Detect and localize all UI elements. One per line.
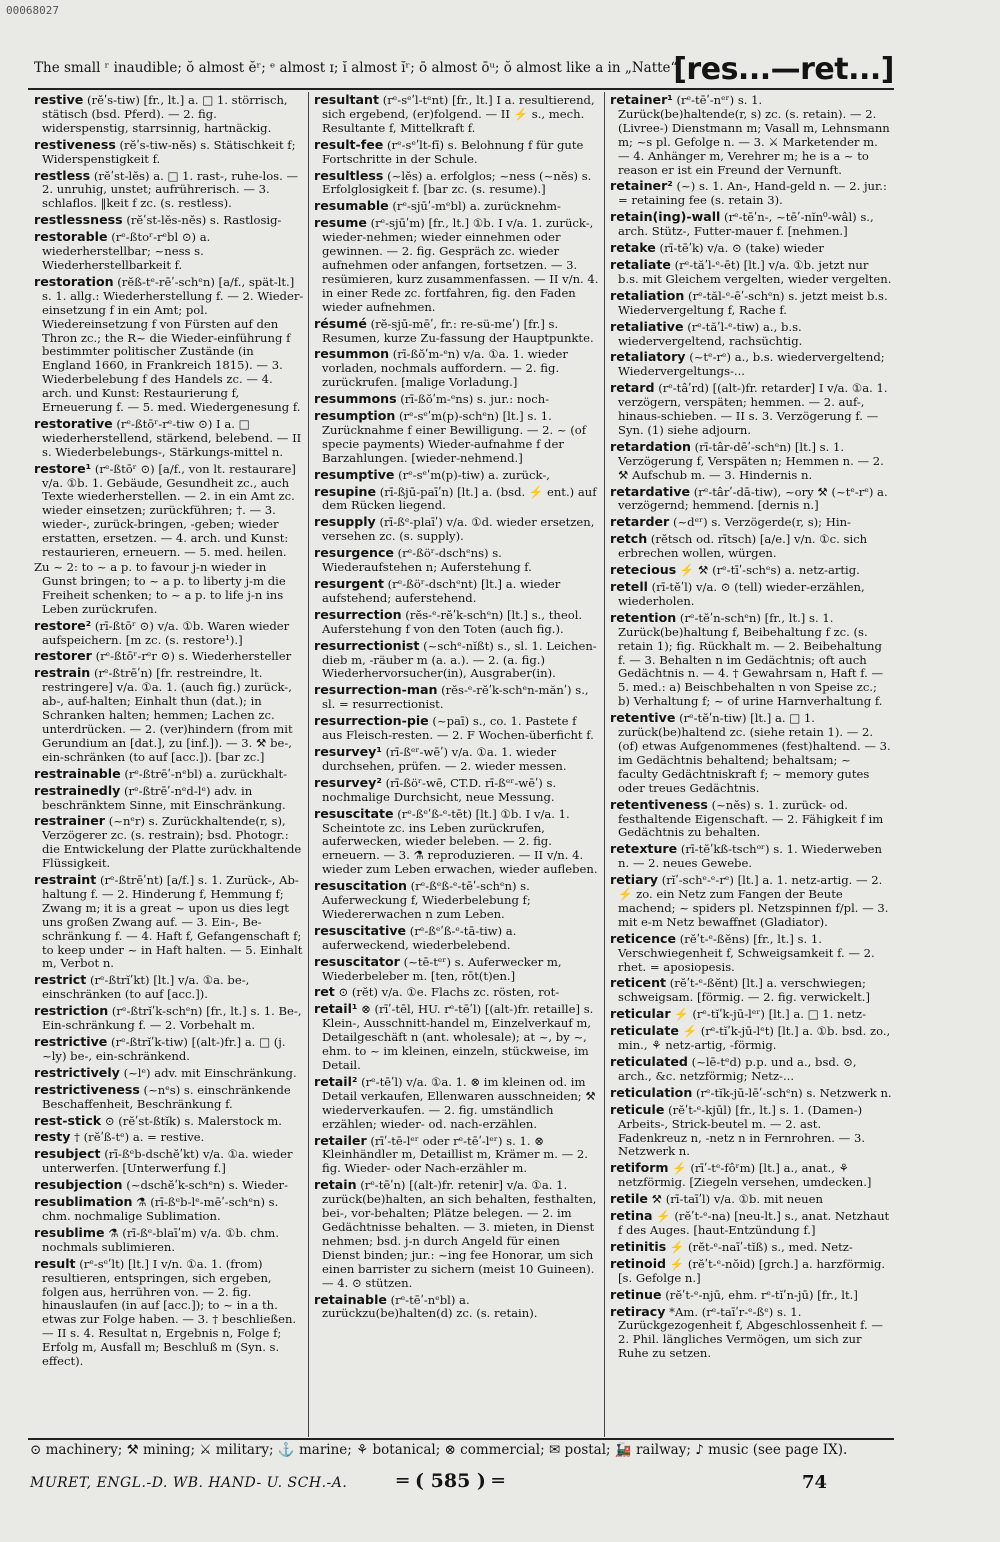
headword: retinoid: [610, 1255, 667, 1271]
headword: retail²: [314, 1073, 358, 1089]
entry-definition: *Am. (rᵉ-taīʹr-ᵉ-ßᵉ) s. 1. Zurückgezogenheit f, Abgeschlossenheit f. — 2. Phil. längliches Vermögen, um sich zur Ruhe zu setzen.: [618, 1304, 883, 1361]
headword: restrainable: [34, 765, 121, 781]
headword: restriction: [34, 1003, 109, 1019]
dictionary-entry: [314, 775, 600, 805]
headword: ret: [314, 984, 335, 1000]
dictionary-entry: [34, 665, 304, 764]
entry-definition: (~tᵉ-rᵉ) a., b.s. wiedervergeltend; Wiedervergeltungs-...: [618, 350, 885, 379]
entry-definition: (~schᵉ-nĭßt) s., sl. 1. Leichen-dieb m, -räuber m (a. a.). — 2. (a. fig.) Wiederhervorsucher(in), Ausgraber(in).: [322, 638, 597, 681]
dictionary-entry: [314, 984, 600, 1000]
dictionary-entry: [34, 1034, 304, 1064]
dictionary-entry: [314, 467, 600, 483]
dictionary-entry: [34, 1065, 304, 1081]
page-range-header: [res...—ret...]: [673, 52, 894, 87]
entry-definition: (rᵉ-tăl-ᵉ-ēʹ-schᵉn) s. jetzt meist b.s. Wiedervergeltung f, Rache f.: [618, 288, 888, 317]
dictionary-entry: [610, 1191, 892, 1207]
headword: retardative: [610, 483, 691, 499]
entry-definition: (rᵉ-ßtrēʹ-nᵉbl) a. zurückhalt-: [124, 766, 288, 781]
dictionary-entry: [34, 1146, 304, 1176]
headword: resuscitator: [314, 953, 400, 969]
dictionary-entry: [610, 931, 892, 975]
entry-definition: (rᵉ-tēʹn-, ~tēʹ-nĭn⁰-wâl) s., arch. Stütz-, Futter-mauer f. [nehmen.]: [618, 210, 874, 239]
dictionary-entry: [34, 92, 304, 136]
dictionary-entry: [610, 349, 892, 379]
entry-definition: (~nĕs) s. 1. zurück- od. festhaltende Eigenschaft. — 2. Fähigkeit f im Gedächtnis zu behalten.: [618, 797, 884, 840]
entry-definition: (rī-ßᵉb-dschĕʹkt) v/a. ①a. wieder unterwerfen. [Unterwerfung f.]: [42, 1147, 293, 1176]
entry-definition: Zu ~ 2: to ~ a p. to favour j-n wieder in Gunst bringen; to ~ a p. to liberty j-m die Freiheit schenken; to ~ a p. to life j-n ins Leben zurückrufen.: [34, 560, 286, 616]
entry-definition: (rī-târ-dēʹ-schᵉn) [lt.] s. 1. Verzögerung f, Verspäten n; Hemmen n. — 2. ⚒ Aufschub m. — 3. Hindernis n.: [618, 439, 884, 482]
dictionary-entry: [34, 1082, 304, 1112]
symbol-legend: ⊙ machinery; ⚒ mining; ⚔ military; ⚓ marine; ⚘ botanical; ⊗ commercial; ✉ postal; 🚂 railway; ♪ music (see page IX).: [30, 1442, 848, 1458]
headword: retch: [610, 531, 648, 547]
entry-definition: (rᵉ-tēʹ-nᵉbl) a. zurückzu(be)halten(d) zc. (s. retain).: [322, 1292, 538, 1321]
headword: resurrection-man: [314, 682, 438, 698]
headword: retiracy: [610, 1303, 666, 1319]
dictionary-entry: [610, 288, 892, 318]
headword: resummon: [314, 346, 390, 362]
headword: resuscitation: [314, 878, 407, 894]
entry-definition: (rᵉ-ßtōʳ ⊙) [a/f., von lt. restaurare] v/a. ①b. 1. Gebäude, Gesundheit zc., auch Texte wiederherstellen. — 2. in ein Amt zc. wieder einsetzen; zurückführen; †. — 3. wieder-, zurück-bringen, -geben; wieder erstatten, ersetzen. — 4. arch. und Kunst: restaurieren, erneuern. — 5. med. heilen.: [42, 461, 296, 560]
signature-number: 74: [802, 1472, 828, 1493]
dictionary-entry: [314, 1074, 600, 1132]
dictionary-entry: [314, 514, 600, 544]
entry-definition: (rᵉ-ßtoʳ-rᵉbl ⊙) a. wiederherstellbar; ~ness s. Wiederherstellbarkeit f.: [42, 230, 211, 272]
headword: restiveness: [34, 136, 116, 152]
headword: resupine: [314, 483, 377, 499]
dictionary-entry: [610, 579, 892, 609]
entry-definition: (rᵉ-ßtōʳ-rᵉr ⊙) s. Wiederhersteller: [95, 649, 292, 664]
entry-definition: (rĕß-tᵉ-rēʹ-schᵉn) [a/f., spät-lt.] s. 1. allg.: Wiederherstellung f. — 2. Wieder-einsetzung f in ein Amt; pol. Wiedereinsetzung f von Fürsten auf den Thron zc.; the R~ die Wieder-einführung f bestimmter politischer Zustände (in England 1660, in Frankreich 1815). — 3. Wiederbelebung f des Handels zc. — 4. arch. und Kunst: Restaurierung f, Erneuerung f. — 5. med. Wiedergenesung f.: [42, 274, 304, 415]
headword: resumptive: [314, 466, 395, 482]
headword: restore¹: [34, 460, 92, 476]
dictionary-entry: [610, 1208, 892, 1238]
dictionary-entry: [314, 137, 600, 167]
entry-definition: (rī-ßᵉ-plaīʹ) v/a. ①d. wieder ersetzen, versehen zc. (s. supply).: [322, 515, 595, 544]
entry-definition: (rī-ßöʳ-wē, CT.D. rī-ßᵉʳ-wēʹ) s. nochmalige Durchsicht, neue Messung.: [322, 775, 557, 804]
headword: resurrectionist: [314, 637, 420, 653]
header-rule: [28, 88, 894, 90]
headword: reticulate: [610, 1023, 679, 1039]
entry-definition: (rᵉ-sᵉʹl-tᵉnt) [fr., lt.] I a. resultierend, sich ergebend, (er)folgend. — II ⚡ s., mech. Resultante f, Mittelkraft f.: [322, 93, 595, 135]
entry-definition: (rĭʹ-schᵉ-ᵉ-rᵉ) [lt.] a. 1. netz-artig. — 2. ⚡ zo. ein Netz zum Fangen der Beute machend; ~ spiders pl. Netzspinnen f/pl. — 3. mit e-m Netz bewaffnet (Gladiator).: [618, 873, 889, 929]
entry-definition: ⚡ (rĕt-ᵉ-naīʹ-tĭß) s., med. Netz-: [669, 1239, 853, 1254]
dictionary-entry: [610, 1256, 892, 1286]
entry-definition: (rĕʹt-ᵉ-njū, ehm. rᵉ-tĭʹn-jū) [fr., lt.]: [665, 1287, 858, 1302]
dictionary-entry: [314, 713, 600, 743]
headword: resupply: [314, 514, 376, 530]
dictionary-entry: [314, 954, 600, 984]
headword: resty: [34, 1129, 71, 1145]
entry-definition: (~tē-tᵉʳ) s. Auferwecker m, Wiederbeleber m. [ten, rōt(t)en.]: [322, 954, 562, 983]
entry-definition: (rᵉ-tăʹl-ᵉ-ēt) [lt.] v/a. ①b. jetzt nur b.s. mit Gleichem vergelten, wieder vergelten.: [618, 257, 892, 286]
headword: restless: [34, 167, 91, 183]
entry-definition: (rī-ßᵉʳ-wēʹ) v/a. ①a. 1. wieder durchsehen, prüfen. — 2. wieder messen.: [322, 744, 567, 773]
dictionary-entry: [314, 92, 600, 136]
dictionary-entry: [314, 923, 600, 953]
entry-definition: (~) s. 1. An-, Hand-geld n. — 2. jur.: = retaining fee (s. retain 3).: [618, 179, 887, 208]
headword: retiform: [610, 1160, 669, 1176]
dictionary-entry: [610, 797, 892, 841]
headword: resuscitate: [314, 805, 394, 821]
headword: reticence: [610, 930, 677, 946]
headword: retention: [610, 609, 677, 625]
headword: reticule: [610, 1101, 665, 1117]
headword: resumption: [314, 408, 396, 424]
headword: retaliative: [610, 318, 684, 334]
entry-definition: (rĕʹt-ᵉ-ßĕnt) [lt.] a. verschwiegen; schweigsam. [förmig. — 2. fig. verwickelt.]: [618, 976, 870, 1005]
headword: retina: [610, 1208, 653, 1224]
entry-definition: ⚒ (rī-taīʹl) v/a. ①b. mit neuen: [651, 1192, 823, 1207]
headword: resubject: [34, 1146, 101, 1162]
entry-definition: (rᵉ-ßtrēʹnt) [a/f.] s. 1. Zurück-, Ab-haltung f. — 2. Hinderung f, Hemmung f; Zwang m; it is a great ~ upon us dies legt uns großen Zwang auf. — 3. Ein-, Be-schränkung f. — 4. Haft f, Gefangenschaft f; to keep under ~ in Haft halten. — 5. Einhalt m, Verbot n.: [42, 873, 303, 971]
entry-definition: (rᵉ-târʹ-dā-tiw), ~ory ⚒ (~tᵉ-rᵉ) a. verzögernd; hemmend. [dernis n.]: [618, 484, 888, 513]
headword: retainer²: [610, 178, 673, 194]
headword: resummons: [314, 391, 397, 407]
dictionary-entry: [34, 1003, 304, 1033]
dictionary-entry: [610, 1239, 892, 1255]
entry-definition: (~lᵉ) adv. mit Einschränkung.: [123, 1065, 297, 1080]
dictionary-entry: [314, 391, 600, 407]
entry-definition: (rī-tĕʹl) v/a. ⊙ (tell) wieder-erzählen, wiederholen.: [618, 580, 865, 608]
headword: retainable: [314, 1291, 387, 1307]
entry-definition: (rĕʹs-tiw) [fr., lt.] a. □ 1. störrisch, stätisch (bsd. Pferd). — 2. fig. widerspenstig, starrsinnig, hartnäckig.: [42, 93, 288, 135]
entry-definition: (rᵉ-ßtōʳ-rᵉ-tiw ⊙) I a. □ wiederherstellend, stärkend, belebend. — II s. Wiederbelebungs-, Stärkungs-mittel n.: [42, 416, 302, 459]
entry-definition: ⊙ (rĕt) v/a. ①e. Flachs zc. rösten, rot-: [338, 985, 560, 1000]
entry-definition: (rᵉ-tĭk-jū-lēʹ-schᵉn) s. Netzwerk n.: [695, 1085, 892, 1100]
headword: resultless: [314, 167, 384, 183]
entry-definition: (rᵉ-sᵉʹm(p)-schᵉn) [lt.] s. 1. Zurücknahme f einer Bewilligung. — 2. ~ (of specie payments) Wieder-aufnahme f der Barzahlungen. [wieder-nehmend.]: [322, 409, 587, 465]
headword: restoration: [34, 273, 114, 289]
dictionary-entry: [34, 461, 304, 560]
dictionary-entry: [610, 257, 892, 287]
dictionary-entry: [610, 610, 892, 709]
entry-definition: (rᵉ-ßtrĭʹk-tiw) [(alt-)fr.] a. □ (j. ~ly) be-, ein-schränkend.: [42, 1035, 286, 1063]
dictionary-entry: [610, 710, 892, 795]
headword: retardation: [610, 438, 691, 454]
headword: retexture: [610, 841, 678, 857]
entry-definition: (rī-ßtōʳ ⊙) v/a. ①b. Waren wieder aufspeichern. [m zc. (s. restore¹).]: [42, 618, 290, 647]
entry-definition: (rᵉ-ßᵉʹß-ᵉ-tēt) [lt.] ①b. I v/a. 1. Scheintote zc. ins Leben zurückrufen, auferwecken, wieder beleben. — 2. fig. erneuern. — 3. ⚗ reproduzieren. — II v/n. 4. wieder zum Leben erwachen, wieder aufleben.: [322, 806, 598, 877]
dictionary-entry: [610, 1102, 892, 1160]
dictionary-entry: [610, 562, 892, 578]
dictionary-entry: [34, 1177, 304, 1193]
headword: retail¹: [314, 1001, 358, 1017]
dictionary-entry: [610, 380, 892, 438]
headword: resurgent: [314, 576, 384, 591]
headword: retile: [610, 1191, 648, 1207]
dictionary-entry: [610, 319, 892, 349]
dictionary-entry: [34, 1225, 304, 1255]
dictionary-entry: [34, 648, 304, 664]
dictionary-entry: [34, 561, 304, 617]
dictionary-entry: [34, 618, 304, 648]
headword: resublime: [34, 1224, 105, 1240]
entry-definition: (~dschĕʹk-schᵉn) s. Wieder-: [126, 1178, 289, 1193]
dictionary-entry: [610, 92, 892, 177]
dictionary-entry: [34, 1194, 304, 1224]
dictionary-entry: [314, 316, 600, 346]
entry-definition: (rᵉ-ßöʳ-dschᵉns) s. Wiederaufstehen n; Auferstehung f.: [322, 546, 532, 575]
headword: resurvey²: [314, 774, 382, 790]
headword: retain(ing)-wall: [610, 209, 721, 225]
entry-definition: (~dᵉʳ) s. Verzögerde(r, s); Hin-: [672, 515, 851, 530]
publication-title: MURET, ENGL.-D. WB. HAND- U. SCH.-A.: [30, 1475, 348, 1491]
headword: restrainer: [34, 813, 106, 829]
headword: result-fee: [314, 136, 384, 152]
headword: retiary: [610, 872, 659, 888]
dictionary-entry: [34, 766, 304, 782]
column-2: [314, 92, 600, 1437]
headword: resultant: [314, 92, 380, 107]
entry-definition: (rᵉ-tĕʹn-schᵉn) [fr., lt.] s. 1. Zurück(be)haltung f, Beibehaltung f zc. (s. retain 1); fig. Rückhalt m. — 2. Beibehaltung f. — 3. Behalten n im Gedächtnis; oft auch Gedächtnis n. — 4. † Gewahrsam n, Haft f. — 5. med.: a) Beischbehalten n von Speise zc.; b) Verhaltung f; ~ of urine Harnverhaltung f.: [618, 610, 884, 709]
headword: resumable: [314, 198, 389, 214]
headword: restorable: [34, 229, 108, 245]
entry-definition: (rī-ßŏʹm-ᵉn) v/a. ①a. 1. wieder vorladen, nochmals auffordern. — 2. fig. zurückrufen. [malige Vorladung.]: [322, 347, 568, 390]
headword: retinue: [610, 1286, 662, 1302]
entry-definition: (~lē-tᵉd) p.p. und a., bsd. ⊙, arch., &c. netzförmig; Netz-...: [618, 1055, 857, 1083]
entry-definition: ⚡ (rᵉ-tĭʹk-jū-lᵉt) [lt.] a. ①b. bsd. zo., min., ⚘ netz-artig, -förmig.: [618, 1024, 891, 1053]
dictionary-entry: [34, 137, 304, 167]
entry-definition: ⚡ ⚒ (rᵉ-tīʹ-schᵉs) a. netz-artig.: [679, 563, 860, 578]
headword: retell: [610, 579, 648, 594]
dictionary-entry: [610, 1085, 892, 1101]
headword: restive: [34, 92, 84, 107]
headword: restlessness: [34, 212, 123, 228]
headword: resurrection: [314, 606, 402, 622]
entry-definition: (rᵉ-sᵉʹlt) [lt.] I v/n. ①a. 1. (from) resultieren, entspringen, sich ergeben, folgen aus, herrühren von. — 2. fig. hinauslaufen (in auf [acc.]); to ~ in a th. etwas zur Folge haben. — 3. † beschließen. — II s. 4. Resultat n, Ergebnis n, Folge f; Erfolg m, Ausfall m; Beschluß m (Syn. s. effect).: [42, 1256, 297, 1369]
dictionary-entry: [314, 806, 600, 878]
headword: restrictive: [34, 1034, 108, 1049]
column-divider: [308, 92, 309, 1437]
column-1: [34, 92, 304, 1437]
entry-definition: (~nᵉs) s. einschränkende Beschaffenheit, Beschränkung f.: [42, 1082, 291, 1111]
dictionary-entry: [314, 346, 600, 390]
entry-definition: (rᵉ-ßᵉß-ᵉ-tēʹ-schᵉn) s. Auferweckung f, Wiederbelebung f; Wiedererwachen n zum Leben.: [322, 879, 531, 921]
dictionary-entry: [314, 545, 600, 575]
dictionary-entry: [314, 1133, 600, 1177]
dictionary-entry: [610, 872, 892, 930]
entry-definition: (rᵉ-sᵉʹlt-fī) s. Belohnung f für gute Fortschritte in der Schule.: [322, 137, 584, 166]
headword: résumé: [314, 315, 367, 331]
dictionary-entry: [610, 1023, 892, 1053]
dictionary-entry: [610, 439, 892, 483]
headword: restorer: [34, 648, 92, 664]
headword: reticular: [610, 1006, 671, 1022]
dictionary-entry: [610, 975, 892, 1005]
entry-definition: ⚡ (rᵉ-tĭʹk-jū-lᵉʳ) [lt.] a. □ 1. netz-: [674, 1007, 867, 1022]
entry-definition: ⚡ (rĕʹt-ᵉ-nŏid) [grch.] a. harzförmig. [s. Gefolge n.]: [618, 1256, 886, 1285]
dictionary-entry: [610, 1160, 892, 1190]
entry-definition: ⚗ (rī-ßᵉ-blaīʹm) v/a. ①b. chm. nochmals sublimieren.: [42, 1225, 279, 1254]
entry-definition: ⊙ (rĕʹst-ßtĭk) s. Malerstock m.: [104, 1113, 282, 1128]
dictionary-entry: [610, 531, 892, 561]
dictionary-entry: [314, 1292, 600, 1322]
entry-definition: (rᵉ-tâʹrd) [(alt-)fr. retarder] I v/a. ①a. 1. verzögern, verspäten; hemmen. — 2. auf-, hinaus-schieben. — II s. 3. Verzögerung f. — Syn. (1) siehe adjourn.: [618, 381, 888, 437]
entry-definition: (rĕs-ᵉ-rĕʹk-schᵉn) [lt.] s., theol. Auferstehung f von den Toten (auch fig.).: [322, 607, 583, 636]
column-divider: [604, 92, 605, 1437]
headword: retentive: [610, 710, 676, 726]
entry-definition: (rᵉ-tēʹn) [(alt-)fr. retenir] v/a. ①a. 1. zurück(be)halten, an sich behalten, festhalten, bei-, vor-behalten; Plätze belegen. — 2. im Gedächtnisse behalten. — 3. mieten, in Dienst nehmen; bsd. j-n durch Angeld für einen Dienst binden; jur.: ~ing fee Honorar, um sich einen barrister zu sichern (meist 10 Guineen). — 4. ⊙ stützen.: [322, 1178, 597, 1290]
headword: restrict: [34, 972, 87, 988]
dictionary-entry: [314, 484, 600, 514]
entry-definition: ⚡ (rĕʹt-ᵉ-na) [neu-lt.] s., anat. Netzhaut f des Auges. [haut-Entzündung f.]: [618, 1209, 890, 1237]
entry-definition: (rᵉ-tĕʹn-tiw) [lt.] a. □ 1. zurück(be)haltend zc. (siehe retain 1). — 2. (of) etwas Aufgenommenes (fest)haltend. — 3. im Gedächtnis behaltend; behaltsam; ~ faculty Gedächtniskraft f; ~ memory gutes oder treues Gedächtnis.: [618, 711, 891, 795]
headword: resuscitative: [314, 922, 407, 938]
entry-definition: ⚗ (rī-ßᵉb-lᵉ-mēʹ-schᵉn) s. chm. nochmalige Sublimation.: [42, 1195, 279, 1223]
dictionary-entry: [314, 607, 600, 637]
dictionary-entry: [610, 240, 892, 256]
entry-definition: (rᵉ-sjūʹ-mᵉbl) a. zurücknehm-: [392, 199, 561, 214]
entry-definition: (rĕs-ᵉ-rĕʹk-schᵉn-mănʹ) s., sl. = resurrectionist.: [322, 683, 589, 712]
headword: resublimation: [34, 1194, 133, 1210]
dictionary-entry: [34, 972, 304, 1002]
headword: retentiveness: [610, 796, 708, 812]
entry-definition: (rĕʹst-lĕs) a. □ 1. rast-, ruhe-los. — 2. unruhig, unstet; aufrührerisch. — 3. schlaflos. ‖keit f zc. (s. restless).: [42, 168, 299, 211]
entry-definition: (rĕ-sjū-mēʹ, fr.: re-sü-meʹ) [fr.] s. Resumen, kurze Zu-fassung der Hauptpunkte.: [322, 316, 594, 345]
headword: retake: [610, 240, 656, 256]
headword: restrictiveness: [34, 1081, 140, 1097]
scan-id: 00068027: [6, 4, 59, 17]
headword: resume: [314, 215, 367, 231]
dictionary-entry: [610, 514, 892, 530]
headword: retard: [610, 380, 655, 396]
dictionary-entry: [34, 1129, 304, 1145]
headword: restrictively: [34, 1064, 120, 1080]
headword: retecious: [610, 562, 677, 578]
dictionary-entry: [34, 212, 304, 228]
dictionary-entry: [314, 168, 600, 198]
dictionary-entry: [314, 408, 600, 466]
entry-definition: ⊗ (rīʹ-tēl, HU. rᵉ-tēʹl) [(alt-)fr. retaille] s. Klein-, Ausschnitt-handel m, Einzelverkauf m, Detailgeschäft n (ant. wholesale); at ~, by ~, ehm. to ~ im kleinen, einzeln, stückweise, im Detail.: [322, 1002, 594, 1072]
dictionary-entry: [314, 198, 600, 214]
entry-definition: (rīʹ-tē-lᵉʳ oder rᵉ-tēʹ-lᵉʳ) s. 1. ⊗ Kleinhändler m, Detaillist m, Krämer m. — 2. fig. Wieder- oder Nach-erzähler m.: [322, 1133, 588, 1176]
footer-rule: [28, 1438, 894, 1440]
dictionary-entry: [610, 484, 892, 514]
dictionary-entry: [314, 1001, 600, 1073]
entry-definition: (rᵉ-ßtrĭʹkt) [lt.] v/a. ①a. be-, einschränken (to auf [acc.]).: [42, 973, 250, 1002]
entry-definition: (~lĕs) a. erfolglos; ~ness (~nĕs) s. Erfolglosigkeit f. [bar zc. (s. resume).]: [322, 168, 592, 197]
entry-definition: (rĕʹs-tiw-nĕs) s. Stätischkeit f; Widerspenstigkeit f.: [42, 137, 296, 166]
headword: retain: [314, 1177, 357, 1193]
dictionary-entry: [34, 416, 304, 460]
entry-definition: (rᵉ-tēʹl) v/a. ①a. 1. ⊗ im kleinen od. im Detail verkaufen, Ellenwaren ausschneiden; ⚒ wiederverkaufen. — 2. fig. umständlich erzählen; wieder- od. nach-erzählen.: [322, 1074, 596, 1131]
dictionary-entry: [314, 215, 600, 314]
entry-definition: (rᵉ-ßtrĭʹk-schᵉn) [fr., lt.] s. 1. Be-, Ein-schränkung f. — 2. Vorbehalt m.: [42, 1004, 302, 1033]
headword: retailer: [314, 1132, 367, 1148]
dictionary-entry: [610, 1287, 892, 1303]
column-3: [610, 92, 892, 1437]
dictionary-entry: [314, 682, 600, 712]
dictionary-entry: [314, 1177, 600, 1290]
headword: restorative: [34, 415, 113, 431]
entry-definition: (rī-ßŏʹm-ᵉns) s. jur.: noch-: [400, 392, 550, 407]
headword: retainer¹: [610, 92, 673, 107]
dictionary-entry: [610, 1006, 892, 1022]
headword: rest-stick: [34, 1112, 102, 1128]
entry-definition: (rᵉ-ßtrēʹn) [fr. restreindre, lt. restringere] v/a. ①a. 1. (auch fig.) zurück-, ab-, auf-halten; Einhalt thun (dat.); in Schranken halten; hemmen; Lachen zc. unterdrücken. — 2. (ver)hindern (from mit Gerundium an [dat.], zu [inf.]). — 3. ⚒ be-, ein-schränken (to auf [acc.]). [bar zc.]: [42, 666, 293, 764]
entry-definition: (rī-tēʹk) v/a. ⊙ (take) wieder: [659, 241, 824, 256]
dictionary-entry: [34, 783, 304, 813]
dictionary-entry: [314, 576, 600, 606]
entry-definition: (~nᵉr) s. Zurückhaltende(r, s), Verzögerer zc. (s. restrain); bsd. Photogr.: die Entwickelung der Platte zurückhaltende Flüssigkeit.: [42, 814, 302, 871]
dictionary-entry: [610, 1304, 892, 1362]
headword: restrainedly: [34, 782, 121, 798]
headword: resurgence: [314, 545, 394, 561]
dictionary-entry: [34, 229, 304, 273]
headword: restraint: [34, 872, 97, 888]
entry-definition: (rᵉ-sᵉʹm(p)-tiw) a. zurück-,: [398, 467, 550, 482]
dictionary-entry: [314, 744, 600, 774]
entry-definition: (rĕʹst-lĕs-nĕs) s. Rastlosig-: [126, 213, 282, 228]
dictionary-entry: [314, 638, 600, 682]
dictionary-entry: [34, 1113, 304, 1129]
entry-definition: (rī-ßjū-paīʹn) [lt.] a. (bsd. ⚡ ent.) auf dem Rücken liegend.: [322, 484, 597, 513]
headword: retaliate: [610, 256, 671, 272]
entry-definition: (rĕtsch od. rītsch) [a/e.] v/n. ①c. sich erbrechen wollen, würgen.: [618, 532, 868, 561]
entry-definition: (rᵉ-tăʹl-ᵉ-tiw) a., b.s. wiedervergeltend, rachsüchtig.: [618, 319, 803, 348]
dictionary-entry: [34, 813, 304, 871]
headword: reticulated: [610, 1054, 688, 1069]
headword: retarder: [610, 514, 670, 530]
page-number: ═ ( 585 ) ═: [397, 1470, 504, 1492]
entry-definition: (rᵉ-tēʹ-nᵉʳ) s. 1. Zurück(be)haltende(r, s) zc. (s. retain). — 2. (Livree-) Dienstmann m; Vasall m, Lehnsmann m; ~s pl. Gefolge n. — 3. ⚔ Marketender m. — 4. Anhänger m, Verehrer m; he is a ~ to reason er ist ein Freund der Vernunft.: [618, 93, 890, 177]
headword: resubjection: [34, 1177, 123, 1193]
dictionary-entry: [314, 878, 600, 922]
headword: restrain: [34, 665, 91, 681]
headword: reticent: [610, 975, 667, 991]
entry-definition: (rī-tĕʹkß-tschᵒʳ) s. 1. Wiederweben n. — 2. neues Gewebe.: [618, 842, 882, 871]
headword: retinitis: [610, 1238, 667, 1254]
dictionary-entry: [610, 1054, 892, 1084]
headword: resurrection-pie: [314, 713, 429, 729]
pronunciation-key: The small ʳ inaudible; ŏ almost ĕʳ; ᵉ almost ɪ; ĭ almost ĭʳ; ō almost ōᵘ; ŏ almost like a in „Natte“.: [34, 60, 682, 76]
headword: reticulation: [610, 1084, 693, 1100]
headword: retaliatory: [610, 349, 686, 365]
entry-definition: (rᵉ-ßᵉʹß-ᵉ-tā-tiw) a. auferweckend, wiederbelebend.: [322, 923, 517, 952]
headword: retaliation: [610, 287, 685, 303]
entry-definition: (rᵉ-ßtrēʹ-nᵉd-lᵉ) adv. in beschränktem Sinne, mit Einschränkung.: [42, 783, 286, 812]
dictionary-entry: [34, 274, 304, 415]
dictionary-entry: [610, 841, 892, 871]
entry-definition: (rᵉ-sjūʹm) [fr., lt.] ①b. I v/a. 1. zurück-, wieder-nehmen; wieder einnehmen oder gewinnen. — 2. fig. Gespräch zc. wieder aufnehmen oder anfangen, fortsetzen. — 3. resümieren, kurz zusammenfassen. — II v/n. 4. in einer Rede zc. fortfahren, fig. den Faden wieder aufnehmen.: [322, 216, 599, 314]
entry-definition: (~paī) s., co. 1. Pastete f aus Fleisch-resten. — 2. F Wochen-überficht f.: [322, 714, 594, 743]
dictionary-entry: [34, 168, 304, 212]
entry-definition: ⚡ (rīʹ-tᵉ-fôʳm) [lt.] a., anat., ⚘ netzförmig. [Ziegeln versehen, umdecken.]: [618, 1161, 872, 1190]
headword: restore²: [34, 617, 92, 633]
dictionary-entry: [610, 209, 892, 239]
dictionary-entry: [34, 872, 304, 971]
entry-definition: (rĕʹt-ᵉ-ßĕns) [fr., lt.] s. 1. Verschwiegenheit f, Schweigsamkeit f. — 2. rhet. = aposiopesis.: [618, 931, 875, 974]
entry-definition: † (rĕʹß-tᵉ) a. = restive.: [74, 1130, 205, 1145]
entry-definition: (rᵉ-ßöʳ-dschᵉnt) [lt.] a. wieder aufstehend; auferstehend.: [322, 577, 561, 605]
headword: resurvey¹: [314, 743, 382, 759]
dictionary-entry: [34, 1256, 304, 1369]
dictionary-entry: [610, 178, 892, 208]
entry-definition: (rĕʹt-ᵉ-kjūl) [fr., lt.] s. 1. (Damen-) Arbeits-, Strick-beutel m. — 2. ast. Fadenkreuz n, -netz n in Fernrohren. — 3. Netzwerk n.: [618, 1102, 866, 1159]
headword: result: [34, 1255, 76, 1271]
